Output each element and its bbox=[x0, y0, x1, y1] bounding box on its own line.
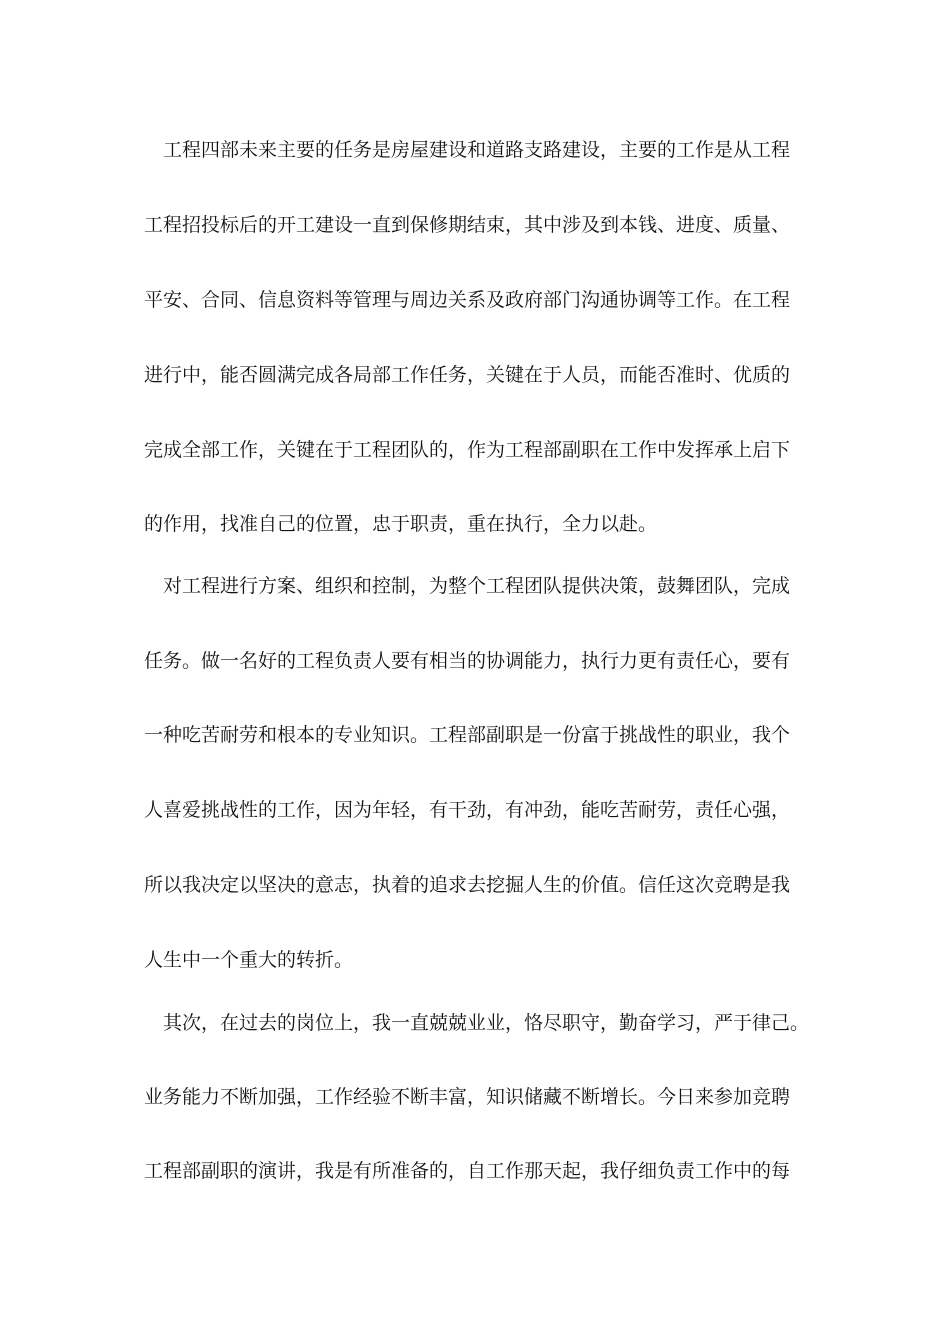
paragraph-3-line-1: 其次，在过去的岗位上，我一直兢兢业业，恪尽职守，勤奋学习，严于律己。 bbox=[163, 1012, 810, 1034]
paragraph-1-line-1: 工程四部未来主要的任务是房屋建设和道路支路建设，主要的工作是从工程 bbox=[163, 139, 791, 161]
paragraph-2-line-1: 对工程进行方案、组织和控制，为整个工程团队提供决策，鼓舞团队，完成 bbox=[163, 575, 791, 597]
paragraph-2-line-4: 人喜爱挑战性的工作，因为年轻，有干劲，有冲劲，能吃苦耐劳，责任心强， bbox=[144, 799, 791, 821]
paragraph-1-line-3: 平安、合同、信息资料等管理与周边关系及政府部门沟通协调等工作。在工程 bbox=[144, 289, 791, 311]
paragraph-2-line-3: 一种吃苦耐劳和根本的专业知识。工程部副职是一份富于挑战性的职业，我个 bbox=[144, 724, 791, 746]
paragraph-2-line-5: 所以我决定以坚决的意志，执着的追求去挖掘人生的价值。信任这次竞聘是我 bbox=[144, 874, 791, 896]
paragraph-2-line-2: 任务。做一名好的工程负责人要有相当的协调能力，执行力更有责任心，要有 bbox=[144, 650, 791, 672]
paragraph-3-line-3: 工程部副职的演讲，我是有所准备的，自工作那天起，我仔细负责工作中的每 bbox=[144, 1160, 791, 1182]
paragraph-1-line-6: 的作用，找准自己的位置，忠于职责，重在执行，全力以赴。 bbox=[144, 513, 658, 535]
paragraph-1-line-5: 完成全部工作，关键在于工程团队的，作为工程部副职在工作中发挥承上启下 bbox=[144, 439, 791, 461]
paragraph-2-line-6: 人生中一个重大的转折。 bbox=[144, 949, 354, 971]
paragraph-1-line-4: 进行中，能否圆满完成各局部工作任务，关键在于人员，而能否准时、优质的 bbox=[144, 364, 791, 386]
paragraph-3-line-2: 业务能力不断加强，工作经验不断丰富，知识储藏不断增长。今日来参加竞聘 bbox=[144, 1086, 791, 1108]
paragraph-1-line-2: 工程招投标后的开工建设一直到保修期结束，其中涉及到本钱、进度、质量、 bbox=[144, 214, 791, 236]
